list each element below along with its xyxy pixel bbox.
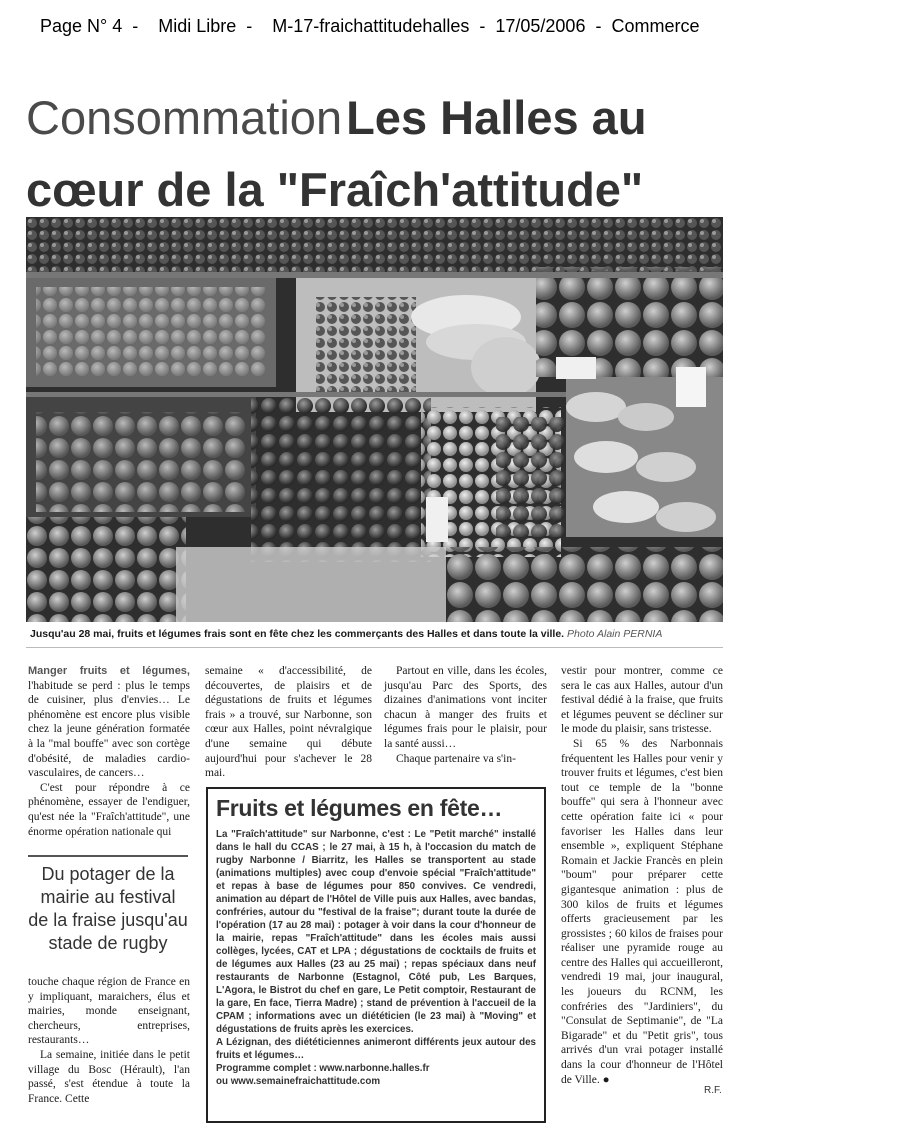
column-1-continued [28, 975, 190, 1106]
market-stall-photo [26, 217, 723, 622]
col1-paragraph-1: l'habitude se perd : plus le temps de cuisiner, plus d'envies… Le phénomène est encore plus visible chez la jeune génération formatée à la "mal bouffe" avec son cortège d'obésité, de maladies cardio-vasculaires, de cancers… [28, 679, 190, 780]
caption-text: Jusqu'au 28 mai, fruits et légumes frais sont en fête chez les commerçants des Halles et dans toute la ville. [30, 628, 565, 640]
lead-in: Manger fruits et légumes, [28, 665, 190, 677]
column-1 [28, 664, 190, 839]
col4-paragraph-1: vestir pour montrer, comme ce sera le cas aux Halles, autour d'un festival dédié à la fraise, que fruits et légumes peuvent se décliner sur le mode du plaisir, sans tristesse. [561, 665, 723, 736]
kicker: Consommation [26, 91, 343, 144]
photo-caption [26, 624, 723, 648]
fruit-display-illustration [26, 217, 723, 622]
author-signature: R.F. [704, 1085, 722, 1096]
box-paragraph-1: La "Fraîch'attitude" sur Narbonne, c'est : Le "Petit marché" installé dans le hall du CCAS ; le 27 mai, à 15 h, à l'occasion du match de rugby Narbonne / Biarritz, les Halles se transportent au stade (animations multiples) avec coup d'envoie spécial "Fraîch'attitude" et repas à base de légumes pour 850 convives. Ce vendredi, animation au départ de l'Hôtel de Ville puis aux Halles, avec bandas, confréries, autour du "festival de la fraise"; durant toute la durée de l'opération (17 au 28 mai) : potager à voir dans la cour d'honneur de la mairie, repas "Fraîch'attitude" dans les écoles mais aussi collèges, lycées, CAT et LPA ; dégustations de cocktails de fruits et de légumes aux Halles (23 au 25 mai) ; repas spéciaux dans neuf restaurants de Narbonne (Estagnol, Côté pub, Les Barques, L'Agora, le Bistrot du chef en gare, Le Petit comptoir, Restaurant de la gare, En face, Tierra Madre) ; stand de prévention à l'accueil de la CPAM ; informations avec un diététicien (le 23 mai) à "Moving" et dégustations de fruits après les exercices. [216, 829, 536, 1035]
col1-paragraph-3: touche chaque région de France en y impliquant, maraichers, élus et mairies, monde enseignant, chercheurs, entreprises, restaurants… [28, 976, 190, 1047]
col1-paragraph-2: C'est pour répondre à ce phénomène, essayer de l'endiguer, qu'est née la "Fraîch'attitude", une énorme opération nationale qui [28, 781, 190, 838]
column-2 [205, 664, 372, 781]
headline [26, 88, 726, 232]
col1-paragraph-4: La semaine, initiée dans le petit village du Bosc (Hérault), l'an passé, s'est étendue à toute la France. Cette [28, 1048, 190, 1105]
photo-credit: Photo Alain PERNIA [567, 628, 663, 640]
box-title: Fruits et légumes en fête… [216, 795, 503, 821]
box-site-link: ou www.semainefraichattitude.com [216, 1076, 381, 1087]
pull-quote: Du potager de la mairie au festival de la fraise jusqu'au stade de rugby [28, 855, 188, 955]
col2-paragraph-1: semaine « d'accessibilité, de découvertes, de plaisirs et de dégustations de fruits et légumes frais » a trouvé, sur Narbonne, son cœur aux Halles, point névralgique d'une semaine qui débute aujourd'hui pour s'achever le 28 mai. [205, 665, 372, 780]
col3-paragraph-1: Partout en ville, dans les écoles, jusqu'au Parc des Sports, des dizaines d'animations vont inciter chacun à manger des fruits et légumes frais pour le plaisir, pour la santé aussi… [384, 665, 547, 750]
col4-paragraph-2: Si 65 % des Narbonnais fréquentent les Halles pour venir y trouver fruits et légumes, c'est bien tout ce temple de la "bonne bouffe" qui sera à l'honneur avec cette opération faite ici « pour favoriser les Halles dans leur ensemble », expliquent Stéphane Romain et Jackie Francès en plein "boum" pour préparer cette gigantesque animation : plus de 300 kilos de fruits et légumes offerts gracieusement par les grossistes ; 60 kilos de fraises pour réaliser une pyramide rouge au centre des Halles qui accueilleront, vendredi 19 mai, jour inaugural, les joueurs du RCNM, les confréries des "Jardiniers", du "Consulat de Septimanie", de "La Bigarade" et du "Petit gris", tous arrivés d'un vrai potager installé dans la cour d'honneur de l'Hôtel de Ville. ● [561, 737, 723, 1086]
article-title: Les Halles au cœur de la "Fraîch'attitude" [26, 91, 647, 216]
box-program-link: Programme complet : www.narbonne.halles.fr [216, 1063, 430, 1074]
column-4 [561, 664, 723, 1087]
box-paragraph-2: A Lézignan, des diététiciennes animeront différents jeux autour des fruits et légumes… [216, 1037, 536, 1061]
sidebar-box [206, 787, 546, 1123]
page-header: Page N° 4 - Midi Libre - M-17-fraichattitudehalles - 17/05/2006 - Commerce [40, 16, 700, 36]
column-3 [384, 664, 547, 766]
box-body [216, 828, 536, 1088]
col3-paragraph-2: Chaque partenaire va s'in- [396, 752, 516, 765]
